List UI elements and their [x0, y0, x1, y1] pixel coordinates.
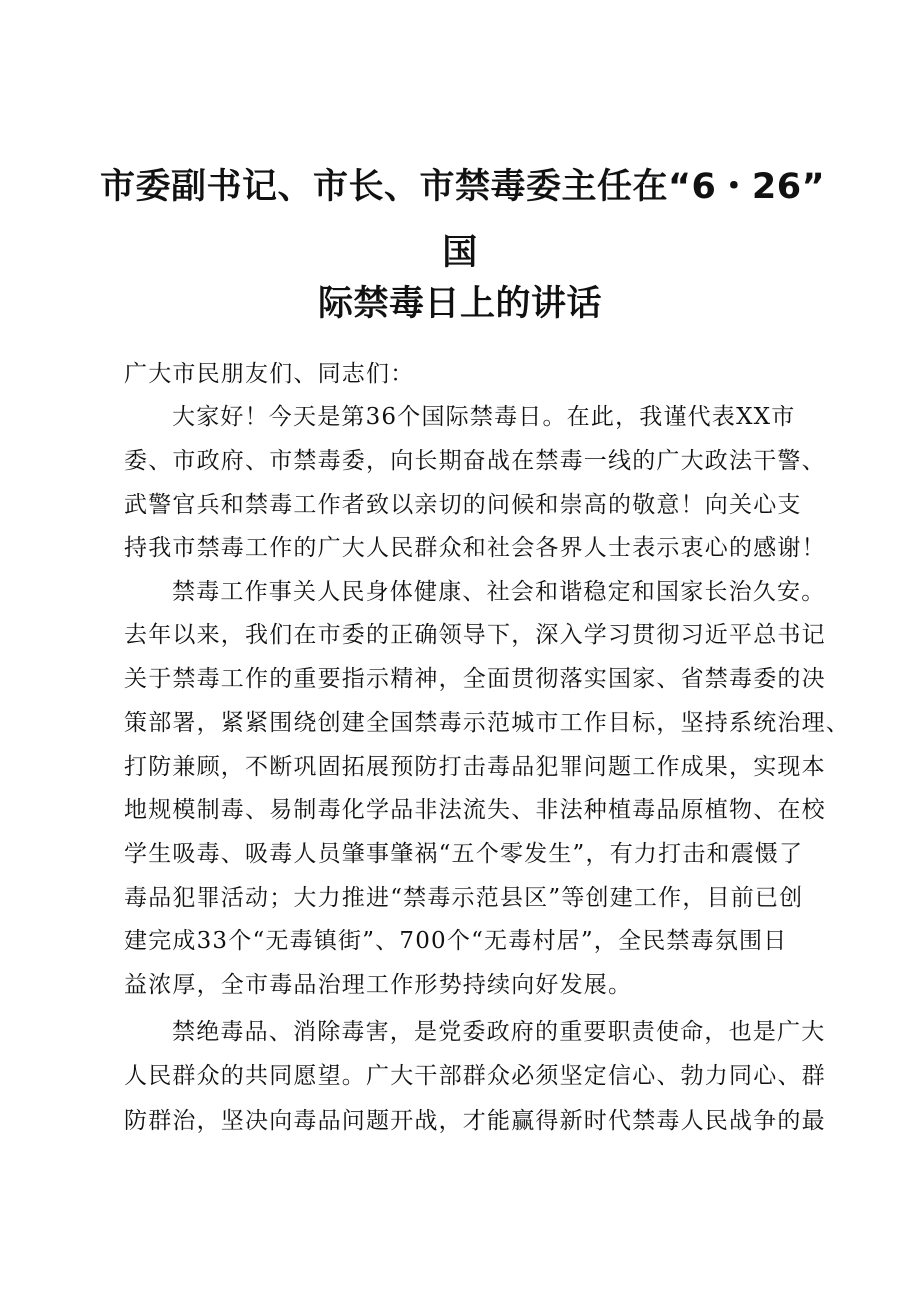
body-line: 禁绝毒品、消除毒害，是党委政府的重要职责使命，也是广大 [172, 1019, 826, 1045]
body-line: 防群治，坚决向毒品问题开战，才能赢得新时代禁毒人民战争的最 [124, 1108, 826, 1134]
body-line: 建完成33个“无毒镇街”、700个“无毒村居”，全民禁毒氛围日 [124, 928, 788, 954]
body-line: 学生吸毒、吸毒人员肇事肇祸“五个零发生”，有力打击和震慑了 [124, 841, 804, 867]
body-line: 毒品犯罪活动；大力推进“禁毒示范县区”等创建工作，目前已创 [124, 885, 804, 911]
body-line: 大家好！今天是第36个国际禁毒日。在此，我谨代表XX市 [172, 404, 796, 430]
body-line: 益浓厚，全市毒品治理工作形势持续向好发展。 [124, 972, 633, 998]
body-line: 打防兼顾，不断巩固拓展预防打击毒品犯罪问题工作成果，实现本 [124, 754, 826, 780]
body-line: 禁毒工作事关人民身体健康、社会和谐稳定和国家长治久安。 [172, 579, 826, 605]
body-line: 武警官兵和禁毒工作者致以亲切的问候和崇高的敬意！向关心支 [124, 492, 802, 518]
title-line-1: 市委副书记、市长、市禁毒委主任在“6・26” [100, 167, 826, 207]
salutation: 广大市民朋友们、同志们： [124, 361, 415, 387]
title-line-2: 国 [442, 233, 478, 273]
body-line: 关于禁毒工作的重要指示精神，全面贯彻落实国家、省禁毒委的决 [124, 666, 826, 692]
body-line: 地规模制毒、易制毒化学品非法流失、非法种植毒品原植物、在校 [124, 797, 826, 823]
body-line: 持我市禁毒工作的广大人民群众和社会各界人士表示衷心的感谢！ [124, 535, 826, 561]
body-line: 去年以来，我们在市委的正确领导下，深入学习贯彻习近平总书记 [124, 622, 826, 648]
title-line-3: 际禁毒日上的讲话 [317, 284, 602, 324]
body-line: 人民群众的共同愿望。广大干部群众必须坚定信心、勃力同心、群 [124, 1063, 826, 1089]
body-line: 委、市政府、市禁毒委，向长期奋战在禁毒一线的广大政法干警、 [124, 448, 826, 474]
body-line: 策部署，紧紧围绕创建全国禁毒示范城市工作目标，坚持系统治理、 [124, 710, 850, 736]
